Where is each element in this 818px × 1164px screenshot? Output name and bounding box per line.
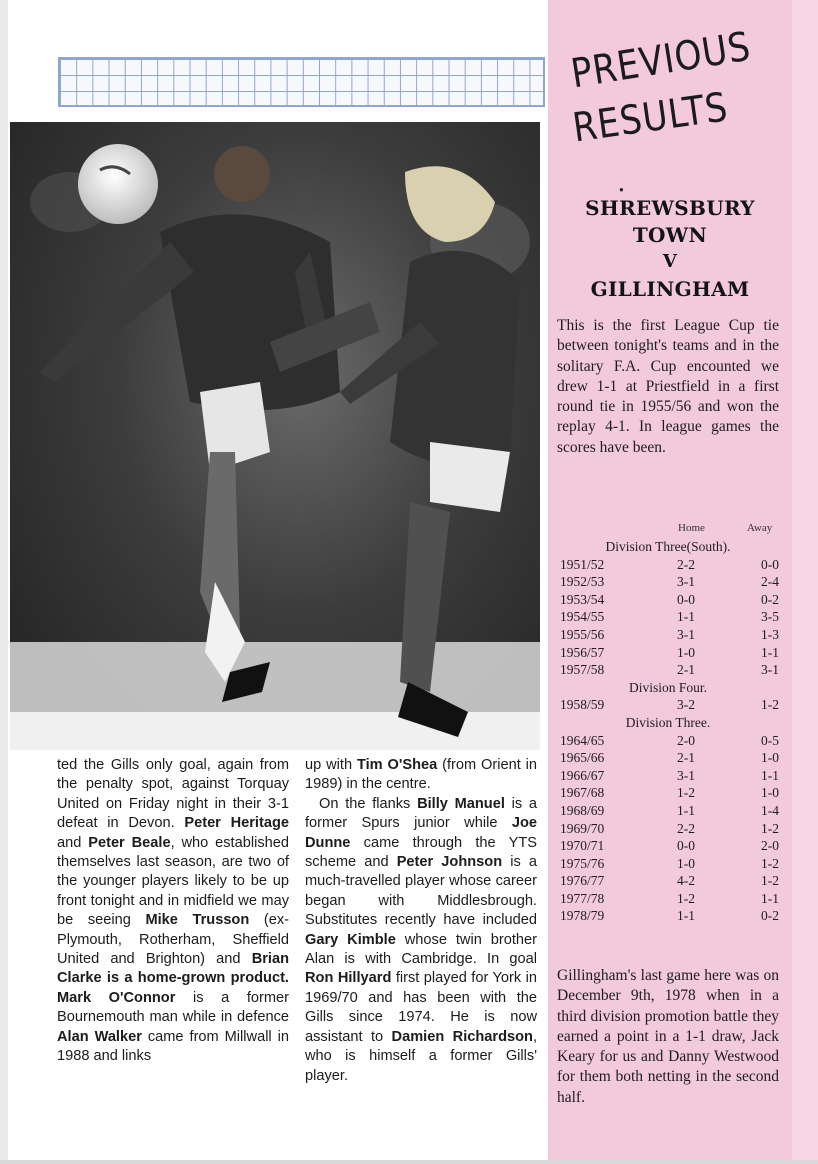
away-score-cell: 0-5 xyxy=(761,732,779,748)
division-row xyxy=(557,679,779,697)
season-cell: 1958/59 xyxy=(560,697,605,713)
result-row xyxy=(557,644,779,662)
result-row xyxy=(557,608,779,626)
player-name: Peter Johnson xyxy=(396,854,503,871)
season-cell: 1967/68 xyxy=(560,785,605,801)
match-photo xyxy=(10,122,540,750)
article-text: whose twin brother Alan is with Cambridge. In goal xyxy=(305,931,537,968)
article-text: up with xyxy=(305,757,357,773)
title-line-1: PREVIOUS xyxy=(568,23,754,98)
article-text: (ex-Plymouth, Rotherham, Sheffield United and Brighton) and xyxy=(57,912,289,968)
result-row xyxy=(557,820,779,838)
result-row xyxy=(557,591,779,609)
result-row xyxy=(557,626,779,644)
heading-team2: GILLINGHAM xyxy=(590,277,750,301)
result-row xyxy=(557,855,779,873)
article-text: is a much-travelled player whose career began with Middlesbrough. Substitutes recently have included xyxy=(305,854,538,929)
article-text: first played for York in 1969/70 and has been with the Gills since 1974. He is now assistant to xyxy=(305,970,537,1045)
division-label: Division Three. xyxy=(625,714,711,730)
player-name: Billy Manuel xyxy=(417,795,505,812)
division-label: Division Four. xyxy=(628,679,707,695)
season-cell: 1966/67 xyxy=(560,767,605,783)
season-cell: 1956/57 xyxy=(560,644,605,660)
intro-paragraph: This is the first League Cup tie between tonight's teams and in the solitary F.A. Cup encounted we drew 1-1 at Priestfield in a first round tie in 1955/56 and won the replay 4-1. In league games the scores have been. xyxy=(557,317,779,456)
player-name: Brian Clarke is a home-grown product. Mark O'Connor xyxy=(57,951,289,1006)
result-row xyxy=(557,802,779,820)
home-score-cell: 1-0 xyxy=(677,644,695,660)
closing-paragraph: Gillingham's last game here was on December 9th, 1978 when in a third division promotion battle they earned a point in a 1-1 draw, Jack Keary for us and Danny Westwood for them both netting in the second half. xyxy=(557,967,779,1106)
article-text: (from Orient in 1989) in the centre. xyxy=(305,757,537,793)
player-name: Peter Heritage xyxy=(184,815,289,832)
player-name: Alan Walker xyxy=(57,1028,142,1045)
article-paragraph-flanks xyxy=(305,795,537,1086)
result-row xyxy=(557,696,779,714)
result-row xyxy=(557,784,779,802)
result-row xyxy=(557,573,779,591)
page-edge xyxy=(0,0,8,1164)
result-row xyxy=(557,749,779,767)
result-row xyxy=(557,732,779,750)
result-row xyxy=(557,661,779,679)
previous-results-title xyxy=(568,23,754,158)
away-score-cell: 0-0 xyxy=(761,556,779,572)
away-score-cell: 1-0 xyxy=(761,750,779,766)
result-row xyxy=(557,890,779,908)
away-score-cell: 1-2 xyxy=(761,855,779,871)
away-score-cell: 1-2 xyxy=(761,873,779,889)
result-row xyxy=(557,556,779,574)
article-column-1 xyxy=(57,756,289,1067)
division-label: Division Three(South). xyxy=(605,539,731,554)
season-cell: 1970/71 xyxy=(560,838,605,854)
column-header-home: Home xyxy=(678,522,705,534)
results-table xyxy=(557,538,779,925)
season-cell: 1952/53 xyxy=(560,574,605,590)
article-text: is a former Spurs junior while xyxy=(305,795,537,832)
division-row xyxy=(557,714,779,732)
home-score-cell: 3-1 xyxy=(677,574,695,590)
away-score-cell: 0-2 xyxy=(761,908,779,924)
division-row xyxy=(557,538,779,556)
photo-illustration xyxy=(10,122,540,750)
away-score-cell: 2-0 xyxy=(761,838,779,854)
season-cell: 1977/78 xyxy=(560,890,605,906)
season-cell: 1955/56 xyxy=(560,626,605,642)
bullet-dot: ● xyxy=(619,185,624,194)
home-score-cell: 3-1 xyxy=(677,767,695,783)
bottom-edge xyxy=(0,1160,818,1164)
grid-banner xyxy=(58,57,545,107)
home-score-cell: 0-0 xyxy=(677,591,695,607)
article-text: , who is himself a former Gills' player. xyxy=(305,1028,537,1084)
season-cell: 1975/76 xyxy=(560,855,605,871)
football xyxy=(78,144,158,224)
away-score-cell: 1-2 xyxy=(761,820,779,836)
player-name: Tim O'Shea xyxy=(356,757,438,773)
player-name: Ron Hillyard xyxy=(305,970,392,987)
season-cell: 1965/66 xyxy=(560,750,605,766)
result-row xyxy=(557,872,779,890)
away-score-cell: 1-3 xyxy=(761,626,779,642)
away-score-cell: 3-5 xyxy=(761,609,779,625)
home-score-cell: 2-2 xyxy=(677,820,695,836)
home-score-cell: 0-0 xyxy=(677,838,695,854)
home-score-cell: 2-1 xyxy=(677,662,695,678)
home-score-cell: 1-1 xyxy=(677,609,695,625)
article-text: On the flanks xyxy=(319,795,418,812)
home-score-cell: 1-0 xyxy=(677,855,695,871)
season-cell: 1953/54 xyxy=(560,591,605,607)
result-row xyxy=(557,767,779,785)
away-score-cell: 0-2 xyxy=(761,591,779,607)
article-text: came from Millwall in 1988 and links xyxy=(57,1028,289,1065)
article-column-2 xyxy=(305,756,537,1086)
season-cell: 1954/55 xyxy=(560,609,605,625)
player-name: Peter Beale xyxy=(88,834,171,851)
home-score-cell: 2-2 xyxy=(677,556,695,572)
home-score-cell: 3-2 xyxy=(677,697,695,713)
result-row xyxy=(557,837,779,855)
home-score-cell: 1-1 xyxy=(677,802,695,818)
home-score-cell: 1-2 xyxy=(677,785,695,801)
home-score-cell: 1-2 xyxy=(677,890,695,906)
away-score-cell: 1-1 xyxy=(761,890,779,906)
article-text: and xyxy=(57,834,89,851)
column-header-away: Away xyxy=(747,522,773,534)
heading-versus: V xyxy=(662,251,678,272)
article-text: came through the YTS scheme and xyxy=(305,834,537,871)
article-text: ted the Gills only goal, again from the penalty spot, against Torquay United on Friday night in their 3-1 defeat in Devon. xyxy=(57,757,289,832)
heading-team1-line2: TOWN xyxy=(632,223,708,247)
away-score-cell: 1-4 xyxy=(761,802,779,818)
away-score-cell: 3-1 xyxy=(761,662,779,678)
season-cell: 1957/58 xyxy=(560,662,605,678)
away-score-cell: 1-0 xyxy=(761,785,779,801)
article-text: , who established themselves last season, are two of the younger players likely to be up front tonight and in midfield we may be seeing xyxy=(57,834,289,929)
heading-team1-line1: SHREWSBURY xyxy=(585,196,755,220)
article-text: is a former Bournemouth man while in defence xyxy=(57,989,289,1026)
player-name: Joe Dunne xyxy=(305,815,537,851)
article-paragraph-tim-oshea xyxy=(305,756,537,795)
home-score-cell: 2-1 xyxy=(677,750,695,766)
home-score-cell: 3-1 xyxy=(677,626,695,642)
season-cell: 1951/52 xyxy=(560,556,605,572)
home-score-cell: 2-0 xyxy=(677,732,695,748)
result-row xyxy=(557,907,779,925)
season-cell: 1964/65 xyxy=(560,732,605,748)
title-line-2: RESULTS xyxy=(570,84,731,152)
season-cell: 1978/79 xyxy=(560,908,605,924)
away-score-cell: 2-4 xyxy=(761,574,779,590)
home-score-cell: 4-2 xyxy=(677,873,695,889)
season-cell: 1969/70 xyxy=(560,820,605,836)
away-score-cell: 1-2 xyxy=(761,697,779,713)
season-cell: 1976/77 xyxy=(560,873,605,889)
sidebar-edge xyxy=(792,0,818,1164)
player-name: Mike Trusson xyxy=(145,912,250,929)
player-name: Damien Richardson xyxy=(391,1028,533,1045)
player-name: Gary Kimble xyxy=(305,931,396,948)
away-score-cell: 1-1 xyxy=(761,644,779,660)
away-score-cell: 1-1 xyxy=(761,767,779,783)
season-cell: 1968/69 xyxy=(560,802,605,818)
home-score-cell: 1-1 xyxy=(677,908,695,924)
